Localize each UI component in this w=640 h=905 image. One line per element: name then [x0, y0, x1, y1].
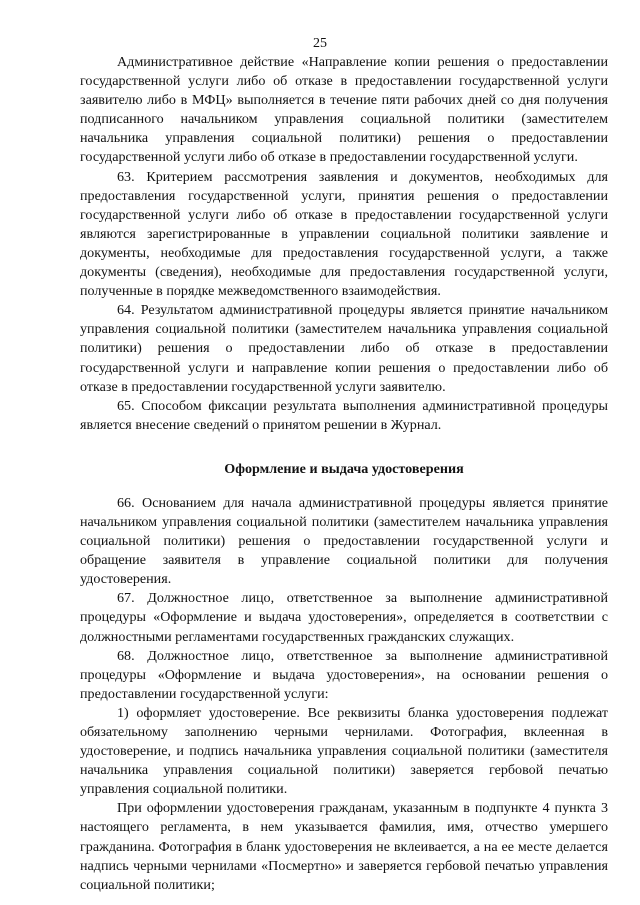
- paragraph-copy-sending: Административное действие «Направление копии решения о предоставлении государственной услуги либо об отказе в предоставлении государственной услуги заявителю либо в МФЦ» выполняется в течение пяти рабочих дней со дня получения подписанного начальником управления социальной политики (заместителем начальника управления социальной политики) решения о предоставлении государственной услуги либо об отказе в предоставлении государственной услуги.: [80, 54, 608, 166]
- document-body: [80, 53, 608, 895]
- paragraph-63: 63. Критерием рассмотрения заявления и документов, необходимых для предоставления государственной услуги, принятия решения о предоставлении государственной услуги либо об отказе в предоставлении государственной услуги являются зарегистрированные в управлении социальной политики заявление и документы, необходимые для предоставления государственной услуги, а также документы (сведения), необходимые для предоставления государственной услуги, полученные в порядке межведомственного взаимодействия.: [80, 168, 608, 300]
- page-number: 25: [313, 36, 327, 51]
- paragraph-posthumous-note: При оформлении удостоверения гражданам, указанным в подпункте 4 пункта 3 настоящего регламента, в нем указывается фамилия, имя, отчество умершего гражданина. Фотография в бланк удостоверения не вклеивается, а на ее месте делается надпись черными чернилами «Посмертно» и заверяется гербовой печатью управления социальной политики;: [80, 800, 608, 893]
- paragraph-67: 67. Должностное лицо, ответственное за выполнение административной процедуры «Оформление и выдача удостоверения», определяется в соответствии с должностными регламентами государственных гражданских служащих.: [80, 590, 608, 645]
- paragraph-64: 64. Результатом административной процедуры является принятие начальником управления социальной политики (заместителем начальника управления социальной политики) решения о предоставлении либо об отказе в предоставлении государственной услуги и направление копии решения о предоставлении либо об отказе в предоставлении государственной услуги заявителю.: [80, 302, 608, 395]
- section-heading: Оформление и выдача удостоверения: [224, 460, 464, 477]
- paragraph-68: 68. Должностное лицо, ответственное за выполнение административной процедуры «Оформление и выдача удостоверения», на основании решения о предоставлении государственной услуги:: [80, 647, 608, 702]
- paragraph-66: 66. Основанием для начала административной процедуры является принятие начальником управления социальной политики (заместителем начальника управления социальной политики) решения о предоставлении государственной услуги и обращение заявителя в управление социальной политики для получения удостоверения.: [80, 494, 608, 588]
- paragraph-65: 65. Способом фиксации результата выполнения административной процедуры является внесение сведений о принятом решении в Журнал.: [80, 397, 608, 433]
- paragraph-68-item-1: 1) оформляет удостоверение. Все реквизиты бланка удостоверения подлежат обязательному заполнению черными чернилами. Фотография, вклеенная в удостоверение, и подпись начальника управления социальной политики (заместителя начальника управления социальной политики) заверяется гербовой печатью управления социальной политики.: [80, 704, 608, 798]
